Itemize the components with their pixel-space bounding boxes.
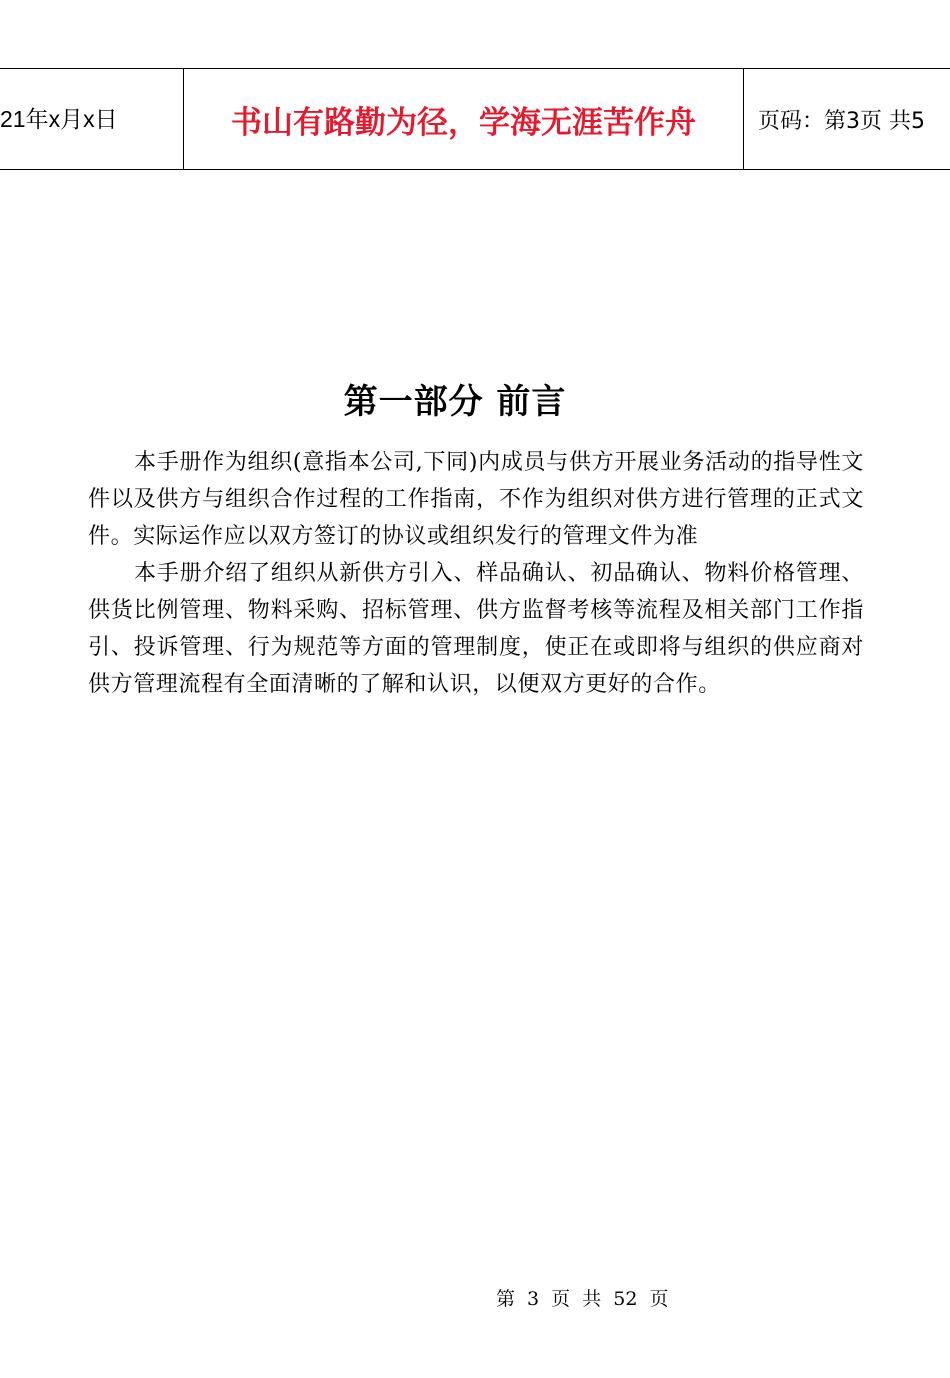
- page-header: [0, 68, 950, 170]
- header-motto: 书山有路勤为径，学海无涯苦作舟: [184, 69, 744, 169]
- header-date: 21年x月x日: [0, 69, 184, 169]
- body-text: [88, 444, 864, 703]
- section-title: 第一部分 前言: [343, 382, 567, 422]
- header-page-info: 页码：第3页 共5: [758, 108, 925, 134]
- page-footer: 第 3 页 共 52 页: [496, 1288, 669, 1310]
- paragraph: 本手册作为组织(意指本公司,下同)内成员与供方开展业务活动的指导性文件以及供方与组织合作过程的工作指南，不作为组织对供方进行管理的正式文件。实际运作应以双方签订的协议或组织发行的管理文件为准: [88, 450, 864, 549]
- paragraph: 本手册介绍了组织从新供方引入、样品确认、初品确认、物料价格管理、供货比例管理、物料采购、招标管理、供方监督考核等流程及相关部门工作指引、投诉管理、行为规范等方面的管理制度，使正在或即将与组织的供应商对供方管理流程有全面清晰的了解和认识，以便双方更好的合作。: [88, 561, 864, 697]
